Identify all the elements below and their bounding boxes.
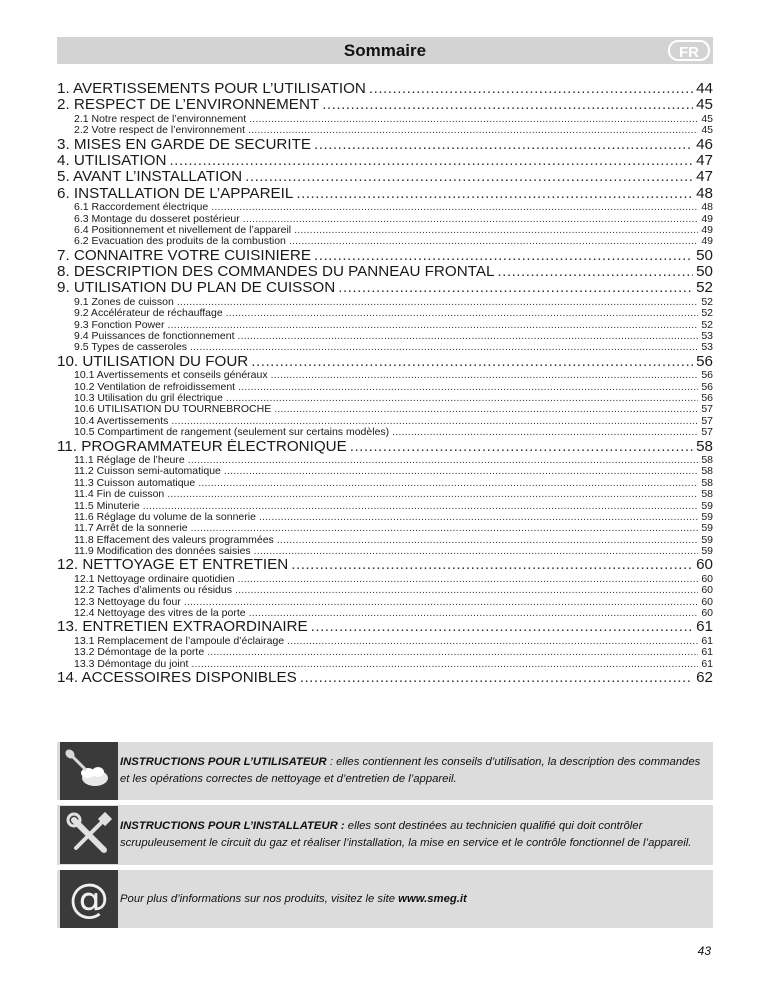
toc-page-number: 48 [696,185,713,202]
toc-page-number: 58 [701,489,713,501]
toc-page-number: 53 [701,342,713,354]
toc-subsection[interactable] [57,393,713,404]
toc-entry-title: 11.8 Effacement des valeurs programmées [74,534,274,546]
toc-page-number: 58 [701,466,713,478]
toc-page-number: 47 [696,169,713,186]
toc-page-number: 58 [701,477,713,489]
at-sign-icon [60,870,118,928]
toc-leader-dots [226,308,699,319]
toc-section[interactable] [57,439,713,455]
toc-page-number: 57 [701,415,713,427]
toc-leader-dots [169,153,693,169]
toc-entry-title: 5. AVANT L’INSTALLATION [57,169,243,186]
toc-leader-dots [188,455,699,466]
header-bar [57,37,713,64]
toc-page-number: 52 [701,308,713,320]
toc-page-number: 46 [696,136,713,153]
toc-subsection[interactable] [57,636,713,647]
website-link[interactable]: www.smeg.it [398,892,467,905]
toc-entry-title: 13.1 Remplacement de l’ampoule d’éclairage [74,635,285,647]
toc-leader-dots [238,382,698,393]
svg-text:@: @ [69,876,109,922]
toc-leader-dots [224,466,698,477]
info-box-website [57,870,713,928]
toc-leader-dots [245,169,693,185]
toc-page-number: 59 [701,534,713,546]
toc-page-number: 57 [701,404,713,416]
toc-entry-title: 11. PROGRAMMATEUR ÉLECTRONIQUE [57,438,347,455]
toc-subsection[interactable] [57,585,713,596]
toc-page-number: 45 [696,97,713,114]
toc-leader-dots [322,97,693,113]
toc-page-number: 56 [696,353,713,370]
toc-page-number: 61 [701,635,713,647]
toc-entry-title: 6.2 Évacuation des produits de la combustion [74,236,286,248]
toc-leader-dots [296,186,693,202]
toc-subsection[interactable] [57,523,713,534]
info-heading: INSTRUCTIONS POUR L’INSTALLATEUR : [120,820,345,832]
toc-leader-dots [369,81,693,97]
toc-leader-dots [167,320,698,331]
toc-entry-title: 12.3 Nettoyage du four [74,596,181,608]
toc-section[interactable] [57,670,713,686]
toc-entry-title: 11.9 Modification des données saisies [74,546,251,558]
toc-section[interactable] [57,81,713,97]
toc-page-number: 45 [701,113,713,125]
toc-subsection[interactable] [57,608,713,619]
toc-section[interactable] [57,169,713,185]
toc-subsection[interactable] [57,659,713,670]
toc-page-number: 56 [701,392,713,404]
toc-page-number: 60 [701,608,713,620]
toc-subsection[interactable] [57,342,713,353]
toc-subsection[interactable] [57,125,713,136]
toc-leader-dots [294,225,698,236]
toc-page-number: 59 [701,500,713,512]
toc-section[interactable] [57,186,713,202]
toc-section[interactable] [57,137,713,153]
toc-subsection[interactable] [57,466,713,477]
toc-page-number: 58 [701,454,713,466]
info-box-user [57,742,713,800]
toc-subsection[interactable] [57,308,713,319]
toc-subsection[interactable] [57,501,713,512]
toc-subsection[interactable] [57,455,713,466]
toc-leader-dots [249,114,698,125]
toc-entry-title: 9.2 Accélérateur de réchauffage [74,308,223,320]
toc-leader-dots [249,608,699,619]
toc-section[interactable] [57,97,713,113]
toc-leader-dots [251,354,693,370]
toc-entry-title: 13.2 Démontage de la porte [74,647,205,659]
toc-page-number: 61 [696,619,713,636]
toc-page-number: 60 [701,596,713,608]
toc-page-number: 50 [696,247,713,264]
toc-entry-title: 12.2 Taches d’aliments ou résidus [74,585,232,597]
toc-leader-dots [143,501,699,512]
toc-page-number: 53 [701,331,713,343]
toc-entry-title: 10.3 Utilisation du gril électrique [74,392,223,404]
toc-subsection[interactable] [57,416,713,427]
table-of-contents [57,81,713,686]
toc-leader-dots [235,585,698,596]
toc-page-number: 60 [696,557,713,574]
toc-entry-title: 11.2 Cuisson semi-automatique [74,466,221,478]
toc-entry-title: 13.3 Démontage du joint [74,658,189,670]
toc-entry-title: 2. RESPECT DE L’ENVIRONNEMENT [57,97,320,114]
toc-leader-dots [311,619,693,635]
toc-page-number: 59 [701,546,713,558]
toc-page-number: 52 [696,280,713,297]
toc-leader-dots [338,280,693,296]
toc-entry-title: 11.6 Réglage du volume de la sonnerie [74,511,256,523]
toc-entry-title: 2.2 Votre respect de l’environnement [74,125,246,137]
toc-page-number: 47 [696,152,713,169]
toc-leader-dots [289,236,698,247]
toc-page-number: 44 [696,81,713,97]
toc-leader-dots [271,370,699,381]
toc-page-number: 52 [701,319,713,331]
toc-subsection[interactable] [57,331,713,342]
toc-leader-dots [190,342,698,353]
toc-subsection[interactable] [57,427,713,438]
toc-entry-title: 14. ACCESSOIRES DISPONIBLES [57,669,297,686]
toc-entry-title: 6.4 Positionnement et nivellement de l’appareil [74,224,292,236]
toc-leader-dots [392,427,698,438]
toc-entry-title: 9. UTILISATION DU PLAN DE CUISSON [57,280,336,297]
info-text: elles sont destinées au technicien qualifié qui doit contrôler scrupuleusement le circuit du gaz et réaliser l’installation, la mise en service et le contrôle fonctionnel de l’appareil. [120,820,692,849]
toc-entry-title: 10.4 Avertissements [74,415,169,427]
toc-leader-dots [184,597,698,608]
toc-leader-dots [274,404,698,415]
toc-entry-title: 13. ENTRETIEN EXTRAORDINAIRE [57,619,308,636]
chef-spoon-icon [60,742,118,800]
toc-subsection[interactable] [57,647,713,658]
toc-leader-dots [191,523,699,534]
toc-entry-title: 6.1 Raccordement électrique [74,202,209,214]
toc-subsection[interactable] [57,370,713,381]
toc-page-number: 60 [701,585,713,597]
toc-entry-title: 2.1 Notre respect de l’environnement [74,113,247,125]
toc-section[interactable] [57,264,713,280]
toc-subsection[interactable] [57,574,713,585]
toc-page-number: 58 [696,438,713,455]
toc-subsection[interactable] [57,546,713,557]
info-text: Pour plus d’informations sur nos produits, visitez le site [120,892,399,905]
toc-subsection[interactable] [57,114,713,125]
toc-subsection[interactable] [57,404,713,415]
toc-entry-title: 9.5 Types de casseroles [74,342,188,354]
toc-entry-title: 10.6 UTILISATION DU TOURNEBROCHE [74,404,272,416]
page-number: 43 [697,944,711,958]
toc-leader-dots [248,125,698,136]
toc-page-number: 60 [701,573,713,585]
toc-leader-dots [238,574,699,585]
toc-leader-dots [314,137,693,153]
toc-leader-dots [238,331,699,342]
toc-section[interactable] [57,619,713,635]
toc-subsection[interactable] [57,214,713,225]
toc-page-number: 57 [701,427,713,439]
toc-leader-dots [198,478,698,489]
toc-subsection[interactable] [57,320,713,331]
toc-section[interactable] [57,557,713,573]
toc-entry-title: 9.1 Zones de cuisson [74,296,174,308]
toc-entry-title: 11.5 Minuterie [74,500,140,512]
toc-entry-title: 12.1 Nettoyage ordinaire quotidien [74,573,235,585]
toc-section[interactable] [57,354,713,370]
toc-subsection[interactable] [57,202,713,213]
toc-page-number: 62 [696,669,713,686]
toc-section[interactable] [57,280,713,296]
toc-leader-dots [300,670,693,686]
toc-entry-title: 12.4 Nettoyage des vitres de la porte [74,608,246,620]
toc-subsection[interactable] [57,236,713,247]
toc-entry-title: 6.3 Montage du dosseret postérieur [74,213,240,225]
toc-leader-dots [350,439,693,455]
toc-subsection[interactable] [57,297,713,308]
toc-entry-title: 9.4 Puissances de fonctionnement [74,331,235,343]
toc-page-number: 56 [701,370,713,382]
info-heading: INSTRUCTIONS POUR L’UTILISATEUR [120,756,327,768]
toc-page-number: 50 [696,264,713,281]
toc-subsection[interactable] [57,478,713,489]
toc-page-number: 56 [701,381,713,393]
language-badge: FR [668,40,710,61]
toc-leader-dots [167,489,698,500]
toc-subsection[interactable] [57,382,713,393]
toc-leader-dots [226,393,698,404]
toc-entry-title: 1. AVERTISSEMENTS POUR L’UTILISATION [57,81,366,97]
toc-leader-dots [207,647,698,658]
toc-leader-dots [243,214,699,225]
toc-page-number: 52 [701,296,713,308]
tools-icon [60,806,118,864]
toc-page-number: 59 [701,523,713,535]
toc-entry-title: 9.3 Fonction Power [74,319,165,331]
toc-entry-title: 11.7 Arrêt de la sonnerie [74,523,188,535]
toc-page-number: 59 [701,511,713,523]
toc-leader-dots [277,535,699,546]
toc-subsection[interactable] [57,225,713,236]
toc-page-number: 48 [701,202,713,214]
toc-leader-dots [211,202,698,213]
toc-page-number: 45 [701,125,713,137]
toc-page-number: 61 [701,647,713,659]
toc-subsection[interactable] [57,535,713,546]
toc-leader-dots [171,416,698,427]
toc-section[interactable] [57,248,713,264]
toc-leader-dots [191,659,698,670]
toc-entry-title: 11.1 Réglage de l’heure [74,454,185,466]
toc-leader-dots [314,248,693,264]
toc-entry-title: 3. MISES EN GARDE DE SECURITE [57,136,312,153]
toc-entry-title: 10.2 Ventilation de refroidissement [74,381,236,393]
toc-page-number: 49 [701,236,713,248]
toc-entry-title: 12. NETTOYAGE ET ENTRETIEN [57,557,289,574]
page-title: Sommaire [343,41,427,60]
toc-entry-title: 6. INSTALLATION DE L’APPAREIL [57,185,294,202]
info-text: : elles contiennent les conseils d’utilisation, la description des commandes et les opérations correctes de nettoyage et d’entretien de l’appareil. [120,756,701,785]
toc-entry-title: 11.4 Fin de cuisson [74,489,165,501]
info-box-installer [57,805,713,865]
toc-subsection[interactable] [57,512,713,523]
toc-entry-title: 4. UTILISATION [57,152,167,169]
toc-page-number: 49 [701,224,713,236]
toc-leader-dots [291,557,693,573]
toc-subsection[interactable] [57,489,713,500]
toc-page-number: 49 [701,213,713,225]
toc-leader-dots [177,297,699,308]
toc-page-number: 61 [701,658,713,670]
toc-subsection[interactable] [57,597,713,608]
toc-section[interactable] [57,153,713,169]
toc-leader-dots [259,512,698,523]
toc-entry-title: 8. DESCRIPTION DES COMMANDES DU PANNEAU FRONTAL [57,264,495,281]
toc-leader-dots [254,546,699,557]
toc-leader-dots [497,264,693,280]
toc-entry-title: 11.3 Cuisson automatique [74,477,196,489]
toc-entry-title: 10. UTILISATION DU FOUR [57,353,249,370]
toc-leader-dots [287,636,698,647]
toc-entry-title: 10.5 Compartiment de rangement (seulement sur certains modèles) [74,427,390,439]
toc-entry-title: 7. CONNAITRE VOTRE CUISINIERE [57,247,312,264]
toc-entry-title: 10.1 Avertissements et conseils généraux [74,370,268,382]
